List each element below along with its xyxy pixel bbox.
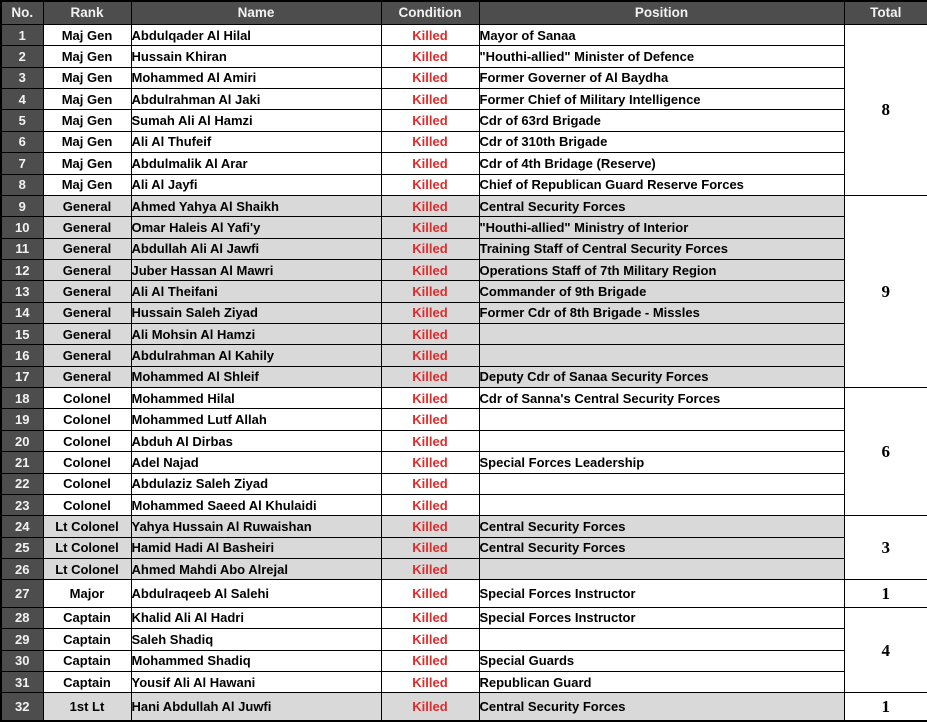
no-cell: 21 xyxy=(1,452,43,473)
column-header-condition: Condition xyxy=(381,1,479,25)
position-cell: Special Forces Leadership xyxy=(479,452,844,473)
no-cell: 3 xyxy=(1,67,43,88)
no-cell: 31 xyxy=(1,671,43,692)
position-cell: Former Cdr of 8th Brigade - Missles xyxy=(479,302,844,323)
no-cell: 1 xyxy=(1,25,43,46)
name-cell: Abdullah Ali Al Jawfi xyxy=(131,238,381,259)
name-cell: Omar Haleis Al Yafi'y xyxy=(131,217,381,238)
condition-cell: Killed xyxy=(381,281,479,302)
no-cell: 22 xyxy=(1,473,43,494)
position-cell xyxy=(479,409,844,430)
condition-cell: Killed xyxy=(381,558,479,579)
rank-cell: Captain xyxy=(43,650,131,671)
rank-cell: Maj Gen xyxy=(43,153,131,174)
table-row xyxy=(1,217,927,238)
rank-cell: Colonel xyxy=(43,452,131,473)
no-cell: 4 xyxy=(1,89,43,110)
no-cell: 23 xyxy=(1,494,43,515)
condition-cell: Killed xyxy=(381,174,479,195)
table-row xyxy=(1,629,927,650)
name-cell: Abdulrahman Al Jaki xyxy=(131,89,381,110)
position-cell xyxy=(479,430,844,451)
condition-cell: Killed xyxy=(381,473,479,494)
condition-cell: Killed xyxy=(381,195,479,216)
rank-cell: Colonel xyxy=(43,430,131,451)
rank-cell: Lt Colonel xyxy=(43,516,131,537)
table-row xyxy=(1,452,927,473)
table-row xyxy=(1,430,927,451)
position-cell: Central Security Forces xyxy=(479,693,844,721)
table-row xyxy=(1,67,927,88)
rank-cell: Maj Gen xyxy=(43,131,131,152)
column-header-total: Total xyxy=(844,1,927,25)
header-row xyxy=(1,1,927,25)
position-cell: Deputy Cdr of Sanaa Security Forces xyxy=(479,366,844,387)
condition-cell: Killed xyxy=(381,671,479,692)
table-row xyxy=(1,238,927,259)
table-body xyxy=(1,25,927,722)
position-cell: Mayor of Sanaa xyxy=(479,25,844,46)
condition-cell: Killed xyxy=(381,607,479,628)
rank-cell: General xyxy=(43,281,131,302)
position-cell xyxy=(479,494,844,515)
total-cell: 8 xyxy=(844,25,927,196)
no-cell: 24 xyxy=(1,516,43,537)
position-cell xyxy=(479,473,844,494)
position-cell: Special Forces Instructor xyxy=(479,607,844,628)
position-cell: Central Security Forces xyxy=(479,516,844,537)
position-cell: Cdr of 310th Brigade xyxy=(479,131,844,152)
table-row xyxy=(1,409,927,430)
rank-cell: General xyxy=(43,195,131,216)
name-cell: Abdulqader Al Hilal xyxy=(131,25,381,46)
condition-cell: Killed xyxy=(381,650,479,671)
name-cell: Juber Hassan Al Mawri xyxy=(131,259,381,280)
condition-cell: Killed xyxy=(381,409,479,430)
no-cell: 10 xyxy=(1,217,43,238)
condition-cell: Killed xyxy=(381,629,479,650)
table-row xyxy=(1,195,927,216)
table-row xyxy=(1,89,927,110)
position-cell: Special Guards xyxy=(479,650,844,671)
condition-cell: Killed xyxy=(381,516,479,537)
position-cell: Cdr of Sanna's Central Security Forces xyxy=(479,388,844,409)
condition-cell: Killed xyxy=(381,89,479,110)
table-header xyxy=(1,1,927,25)
condition-cell: Killed xyxy=(381,693,479,721)
rank-cell: General xyxy=(43,345,131,366)
position-cell: Chief of Republican Guard Reserve Forces xyxy=(479,174,844,195)
rank-cell: Colonel xyxy=(43,388,131,409)
rank-cell: Lt Colonel xyxy=(43,558,131,579)
position-cell: "Houthi-allied" Minister of Defence xyxy=(479,46,844,67)
name-cell: Saleh Shadiq xyxy=(131,629,381,650)
column-header-rank: Rank xyxy=(43,1,131,25)
condition-cell: Killed xyxy=(381,366,479,387)
condition-cell: Killed xyxy=(381,153,479,174)
name-cell: Hussain Saleh Ziyad xyxy=(131,302,381,323)
name-cell: Adel Najad xyxy=(131,452,381,473)
table-row xyxy=(1,473,927,494)
condition-cell: Killed xyxy=(381,238,479,259)
rank-cell: Lt Colonel xyxy=(43,537,131,558)
name-cell: Yousif Ali Al Hawani xyxy=(131,671,381,692)
rank-cell: General xyxy=(43,324,131,345)
rank-cell: Captain xyxy=(43,671,131,692)
no-cell: 25 xyxy=(1,537,43,558)
table-row xyxy=(1,281,927,302)
position-cell: Republican Guard xyxy=(479,671,844,692)
no-cell: 28 xyxy=(1,607,43,628)
rank-cell: Major xyxy=(43,580,131,607)
name-cell: Abdulraqeeb Al Salehi xyxy=(131,580,381,607)
no-cell: 7 xyxy=(1,153,43,174)
no-cell: 6 xyxy=(1,131,43,152)
no-cell: 20 xyxy=(1,430,43,451)
position-cell: Commander of 9th Brigade xyxy=(479,281,844,302)
position-cell: Cdr of 4th Bridage (Reserve) xyxy=(479,153,844,174)
total-cell: 9 xyxy=(844,195,927,387)
total-cell: 6 xyxy=(844,388,927,516)
table-row xyxy=(1,110,927,131)
condition-cell: Killed xyxy=(381,217,479,238)
rank-cell: Maj Gen xyxy=(43,110,131,131)
rank-cell: Maj Gen xyxy=(43,89,131,110)
table-row xyxy=(1,174,927,195)
table-row xyxy=(1,366,927,387)
rank-cell: General xyxy=(43,238,131,259)
table-row xyxy=(1,516,927,537)
condition-cell: Killed xyxy=(381,302,479,323)
name-cell: Abdulmalik Al Arar xyxy=(131,153,381,174)
name-cell: Abdulaziz Saleh Ziyad xyxy=(131,473,381,494)
condition-cell: Killed xyxy=(381,67,479,88)
no-cell: 9 xyxy=(1,195,43,216)
name-cell: Mohammed Shadiq xyxy=(131,650,381,671)
no-cell: 26 xyxy=(1,558,43,579)
condition-cell: Killed xyxy=(381,25,479,46)
name-cell: Mohammed Saeed Al Khulaidi xyxy=(131,494,381,515)
name-cell: Yahya Hussain Al Ruwaishan xyxy=(131,516,381,537)
condition-cell: Killed xyxy=(381,345,479,366)
position-cell: Cdr of 63rd Brigade xyxy=(479,110,844,131)
table-row xyxy=(1,537,927,558)
rank-cell: Captain xyxy=(43,629,131,650)
no-cell: 8 xyxy=(1,174,43,195)
rank-cell: Maj Gen xyxy=(43,25,131,46)
name-cell: Hussain Khiran xyxy=(131,46,381,67)
name-cell: Mohammed Al Amiri xyxy=(131,67,381,88)
no-cell: 19 xyxy=(1,409,43,430)
column-header-position: Position xyxy=(479,1,844,25)
no-cell: 17 xyxy=(1,366,43,387)
condition-cell: Killed xyxy=(381,537,479,558)
table-row xyxy=(1,494,927,515)
no-cell: 13 xyxy=(1,281,43,302)
table-row xyxy=(1,580,927,607)
total-cell: 1 xyxy=(844,580,927,607)
position-cell: Central Security Forces xyxy=(479,537,844,558)
name-cell: Ahmed Mahdi Abo Alrejal xyxy=(131,558,381,579)
no-cell: 15 xyxy=(1,324,43,345)
table-row xyxy=(1,693,927,721)
condition-cell: Killed xyxy=(381,110,479,131)
position-cell xyxy=(479,345,844,366)
condition-cell: Killed xyxy=(381,324,479,345)
name-cell: Ali Al Jayfi xyxy=(131,174,381,195)
name-cell: Ahmed Yahya Al Shaikh xyxy=(131,195,381,216)
no-cell: 2 xyxy=(1,46,43,67)
no-cell: 12 xyxy=(1,259,43,280)
condition-cell: Killed xyxy=(381,259,479,280)
table-row xyxy=(1,558,927,579)
no-cell: 5 xyxy=(1,110,43,131)
no-cell: 14 xyxy=(1,302,43,323)
name-cell: Ali Mohsin Al Hamzi xyxy=(131,324,381,345)
name-cell: Mohammed Hilal xyxy=(131,388,381,409)
table-row xyxy=(1,259,927,280)
rank-cell: General xyxy=(43,302,131,323)
position-cell: "Houthi-allied" Ministry of Interior xyxy=(479,217,844,238)
no-cell: 16 xyxy=(1,345,43,366)
position-cell: Central Security Forces xyxy=(479,195,844,216)
column-header-name: Name xyxy=(131,1,381,25)
name-cell: Ali Al Theifani xyxy=(131,281,381,302)
position-cell: Training Staff of Central Security Forces xyxy=(479,238,844,259)
rank-cell: Colonel xyxy=(43,409,131,430)
condition-cell: Killed xyxy=(381,452,479,473)
table-row xyxy=(1,345,927,366)
name-cell: Hani Abdullah Al Juwfi xyxy=(131,693,381,721)
condition-cell: Killed xyxy=(381,494,479,515)
table-row xyxy=(1,324,927,345)
rank-cell: General xyxy=(43,366,131,387)
position-cell xyxy=(479,324,844,345)
name-cell: Ali Al Thufeif xyxy=(131,131,381,152)
table-row xyxy=(1,607,927,628)
rank-cell: Maj Gen xyxy=(43,174,131,195)
no-cell: 30 xyxy=(1,650,43,671)
no-cell: 32 xyxy=(1,693,43,721)
condition-cell: Killed xyxy=(381,388,479,409)
position-cell: Former Chief of Military Intelligence xyxy=(479,89,844,110)
condition-cell: Killed xyxy=(381,580,479,607)
table-row xyxy=(1,388,927,409)
table-row xyxy=(1,671,927,692)
name-cell: Khalid Ali Al Hadri xyxy=(131,607,381,628)
name-cell: Hamid Hadi Al Basheiri xyxy=(131,537,381,558)
name-cell: Mohammed Al Shleif xyxy=(131,366,381,387)
table-row xyxy=(1,153,927,174)
name-cell: Sumah Ali Al Hamzi xyxy=(131,110,381,131)
position-cell: Former Governer of Al Baydha xyxy=(479,67,844,88)
table-row xyxy=(1,25,927,46)
rank-cell: 1st Lt xyxy=(43,693,131,721)
table-row xyxy=(1,46,927,67)
position-cell: Operations Staff of 7th Military Region xyxy=(479,259,844,280)
position-cell xyxy=(479,629,844,650)
rank-cell: Maj Gen xyxy=(43,67,131,88)
position-cell: Special Forces Instructor xyxy=(479,580,844,607)
total-cell: 4 xyxy=(844,607,927,692)
total-cell: 1 xyxy=(844,693,927,721)
rank-cell: General xyxy=(43,217,131,238)
total-cell: 3 xyxy=(844,516,927,580)
table-row xyxy=(1,302,927,323)
rank-cell: Colonel xyxy=(43,494,131,515)
position-cell xyxy=(479,558,844,579)
no-cell: 29 xyxy=(1,629,43,650)
no-cell: 11 xyxy=(1,238,43,259)
condition-cell: Killed xyxy=(381,131,479,152)
rank-cell: Colonel xyxy=(43,473,131,494)
name-cell: Abduh Al Dirbas xyxy=(131,430,381,451)
condition-cell: Killed xyxy=(381,430,479,451)
table-row xyxy=(1,650,927,671)
name-cell: Mohammed Lutf Allah xyxy=(131,409,381,430)
rank-cell: Maj Gen xyxy=(43,46,131,67)
name-cell: Abdulrahman Al Kahily xyxy=(131,345,381,366)
no-cell: 18 xyxy=(1,388,43,409)
rank-cell: General xyxy=(43,259,131,280)
condition-cell: Killed xyxy=(381,46,479,67)
rank-cell: Captain xyxy=(43,607,131,628)
column-header-no: No. xyxy=(1,1,43,25)
table-row xyxy=(1,131,927,152)
no-cell: 27 xyxy=(1,580,43,607)
